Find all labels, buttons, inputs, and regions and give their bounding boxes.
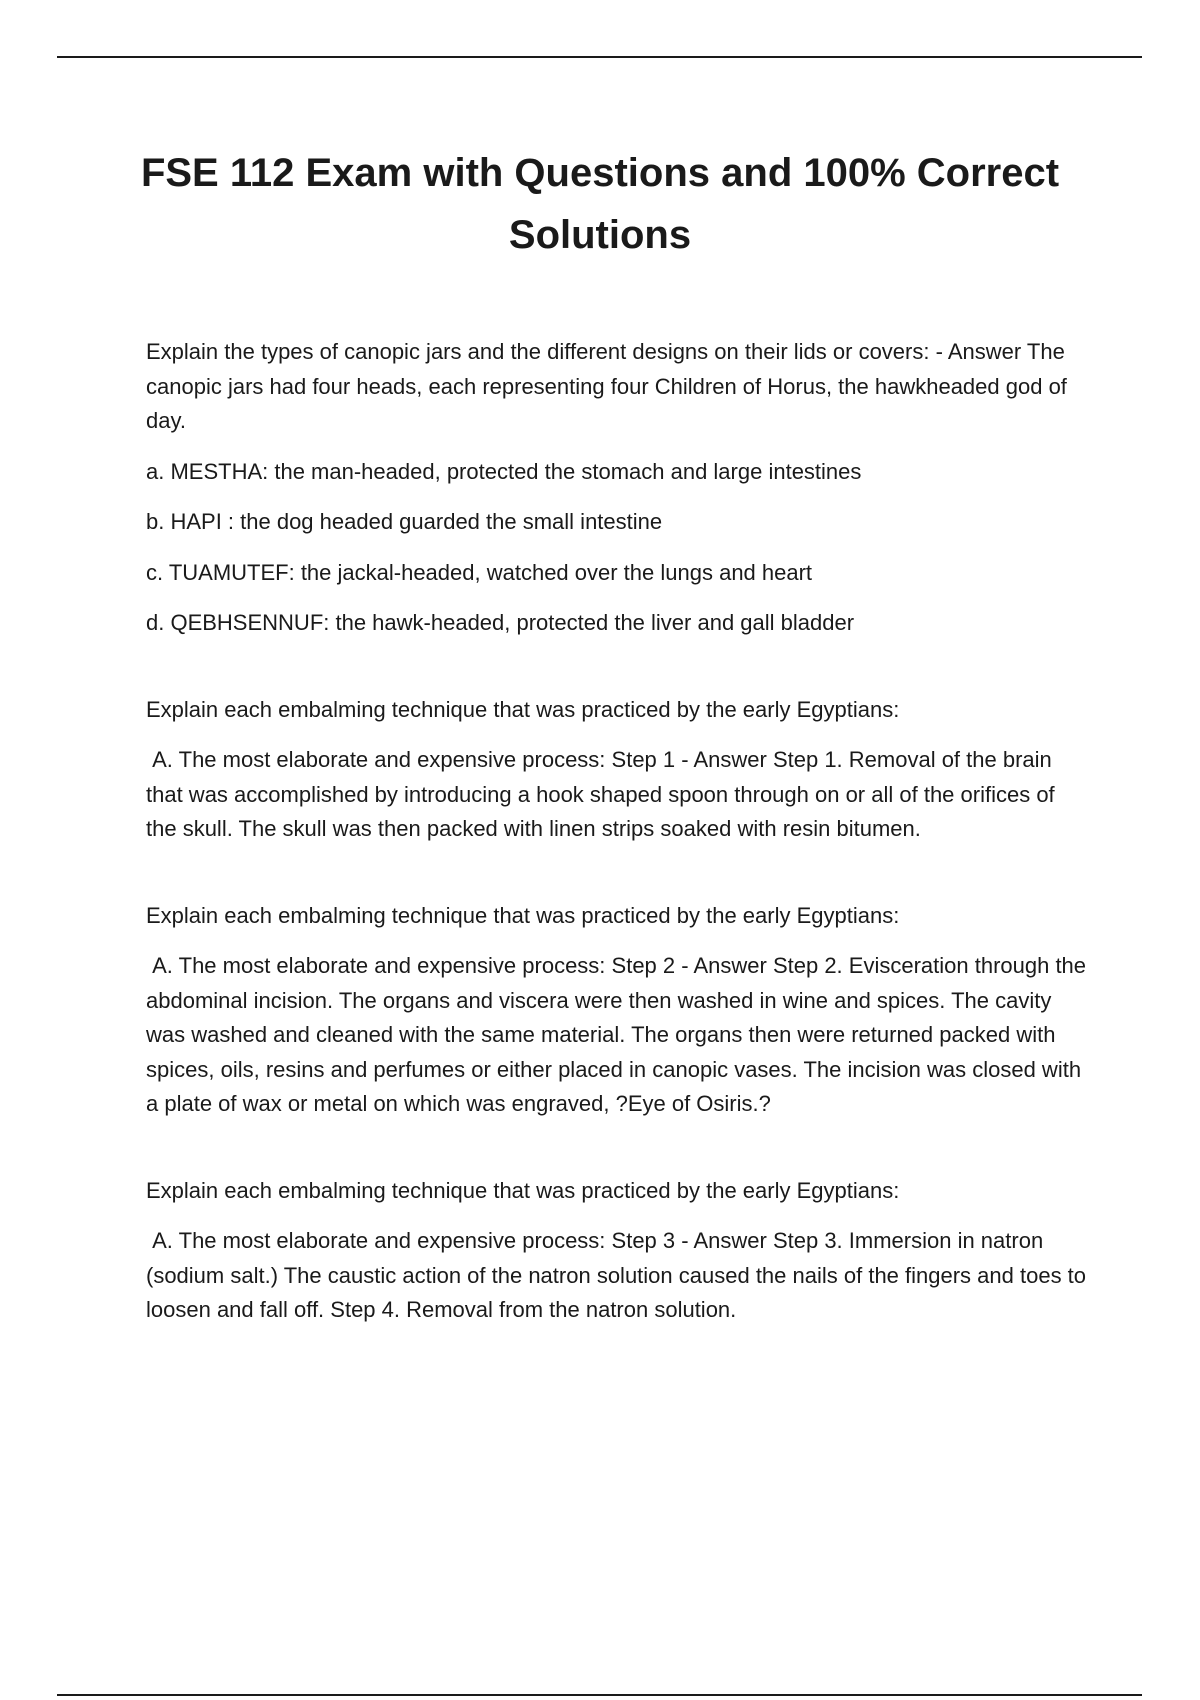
- question-4-answer: A. The most elaborate and expensive process: Step 3 - Answer Step 3. Immersion in natron (sodium salt.) The caustic action of the natron solution caused the nails of the fingers and toes to loosen and fall off. Step 4. Removal from the natron solution.: [146, 1228, 1093, 1322]
- question-4-text: Explain each embalming technique that was practiced by the early Egyptians:: [146, 1177, 900, 1203]
- question-3-text: Explain each embalming technique that was practiced by the early Egyptians:: [146, 902, 900, 928]
- question-3-answer: A. The most elaborate and expensive process: Step 2 - Answer Step 2. Evisceration through the abdominal incision. The organs and viscera were then washed in wine and spices. The cavity was washed and cleaned with the same material. The organs then were returned packed with spices, oils, resins and perfumes or either placed in canopic vases. The incision was closed with a plate of wax or metal on which was engraved, ?Eye of Osiris.?: [146, 953, 1093, 1116]
- document-body: [146, 335, 1091, 1328]
- question-2-text: Explain each embalming technique that was practiced by the early Egyptians:: [146, 696, 900, 722]
- top-rule: [57, 56, 1142, 58]
- question-1-text: Explain the types of canopic jars and the different designs on their lids or covers: - Answer The canopic jars had four heads, each representing four Children of Horus, the hawkheaded god of day.: [146, 339, 1067, 433]
- question-1-item-d: d. QEBHSENNUF: the hawk-headed, protected the liver and gall bladder: [146, 610, 855, 635]
- page-title: FSE 112 Exam with Questions and 100% Correct Solutions: [140, 151, 1060, 257]
- question-1-item-c: c. TUAMUTEF: the jackal-headed, watched over the lungs and heart: [146, 559, 813, 585]
- question-1-item-a: a. MESTHA: the man-headed, protected the stomach and large intestines: [146, 458, 862, 484]
- question-1-item-b: b. HAPI : the dog headed guarded the small intestine: [146, 509, 663, 534]
- question-2-answer: A. The most elaborate and expensive process: Step 1 - Answer Step 1. Removal of the brain that was accomplished by introducing a hook shaped spoon through on or all of the orifices of the skull. The skull was then packed with linen strips soaked with resin bitumen.: [146, 747, 1061, 841]
- bottom-rule: [57, 1694, 1142, 1696]
